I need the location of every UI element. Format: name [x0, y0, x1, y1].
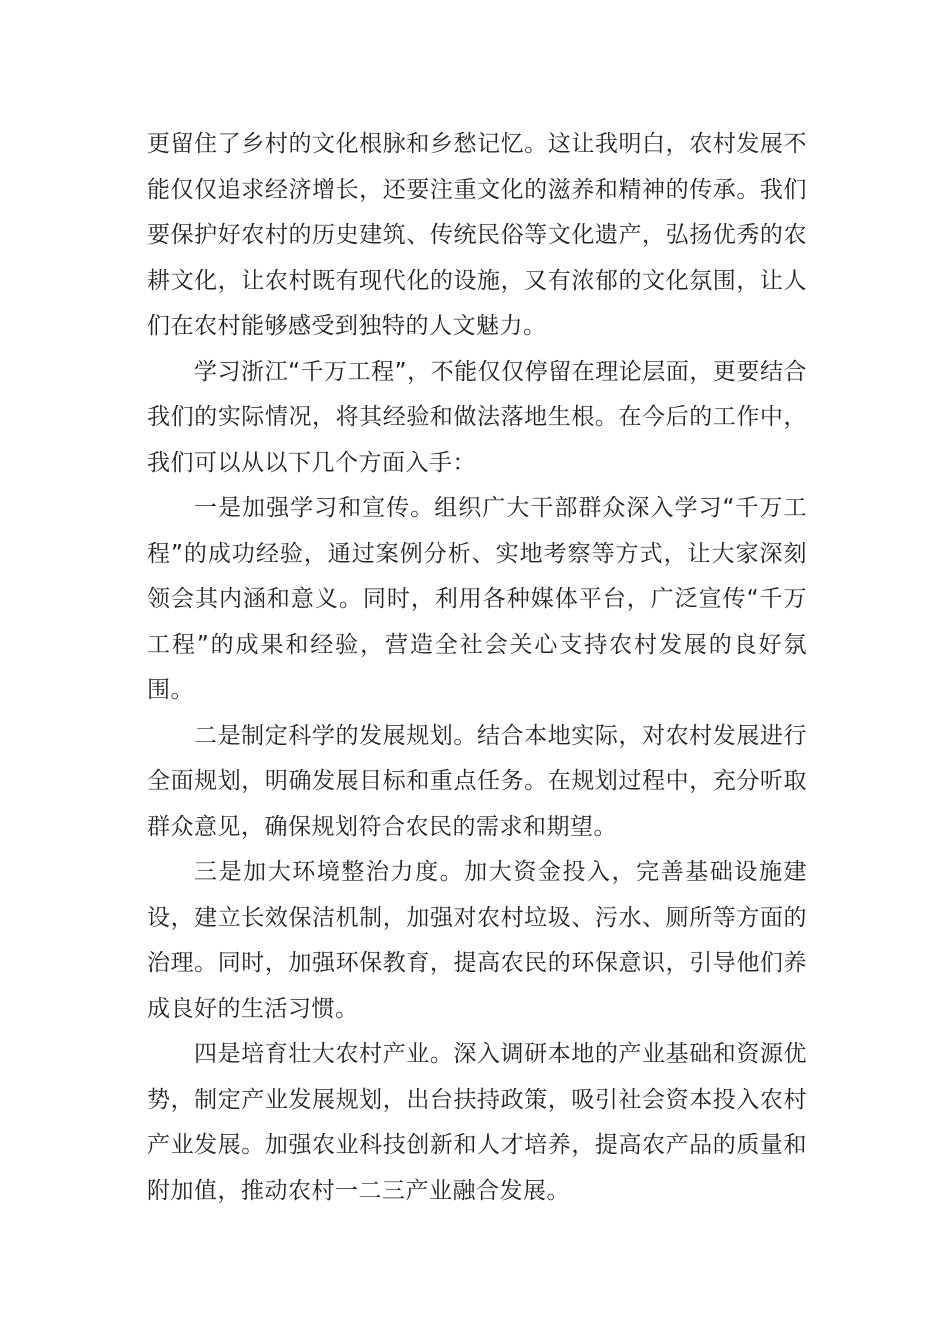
- paragraph-point-1: 一是加强学习和宣传。组织广大干部群众深入学习“千万工程”的成功经验，通过案例分析、实地考察等方式，让大家深刻领会其内涵和意义。同时，利用各种媒体平台，广泛宣传“千万工程”的成果和经验，营造全社会关心支持农村发展的良好氛围。: [147, 495, 807, 703]
- document-body: [147, 122, 807, 1214]
- paragraph-point-2: 二是制定科学的发展规划。结合本地实际，对农村发展进行全面规划，明确发展目标和重点任务。在规划过程中，充分听取群众意见，确保规划符合农民的需求和期望。: [147, 722, 807, 840]
- paragraph-continuation: 更留住了乡村的文化根脉和乡愁记忆。这让我明白，农村发展不能仅仅追求经济增长，还要注重文化的滋养和精神的传承。我们要保护好农村的历史建筑、传统民俗等文化遗产，弘扬优秀的农耕文化，让农村既有现代化的设施，又有浓郁的文化氛围，让人们在农村能够感受到独特的人文魅力。: [147, 131, 807, 339]
- paragraph-point-4: 四是培育壮大农村产业。深入调研本地的产业基础和资源优势，制定产业发展规划，出台扶持政策，吸引社会资本投入农村产业发展。加强农业科技创新和人才培养，提高农产品的质量和附加值，推动农村一二三产业融合发展。: [147, 1041, 807, 1204]
- paragraph-point-3: 三是加大环境整治力度。加大资金投入，完善基础设施建设，建立长效保洁机制，加强对农村垃圾、污水、厕所等方面的治理。同时，加强环保教育，提高农民的环保意识，引导他们养成良好的生活习惯。: [147, 859, 807, 1022]
- paragraph-intro: 学习浙江“千万工程”，不能仅仅停留在理论层面，更要结合我们的实际情况，将其经验和做法落地生根。在今后的工作中，我们可以从以下几个方面入手：: [147, 358, 807, 476]
